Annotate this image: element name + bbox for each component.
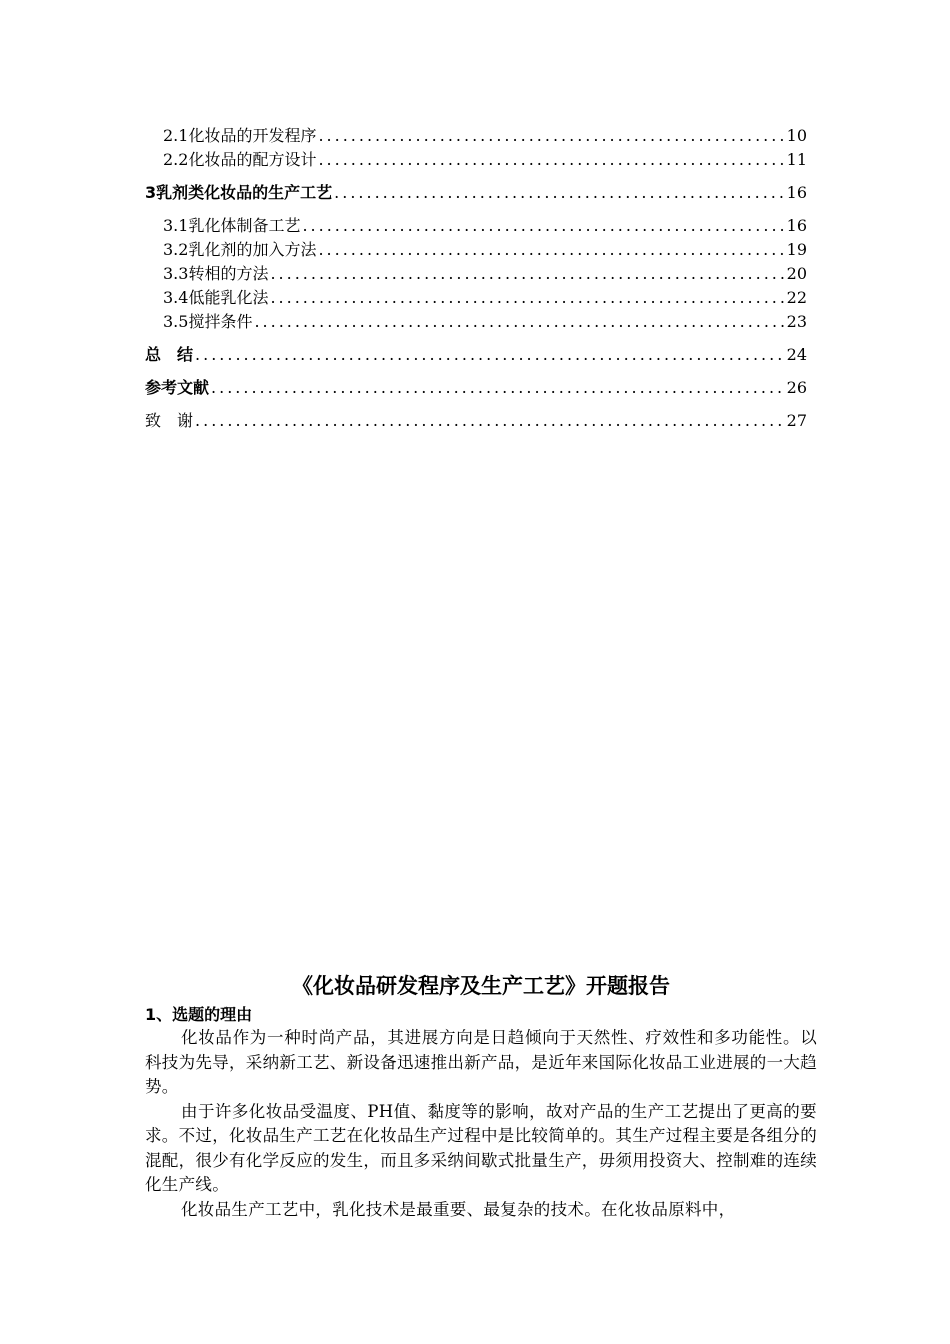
toc-entry-title: 总 结	[145, 345, 194, 364]
table-of-contents	[145, 124, 807, 433]
toc-leader-dots	[254, 310, 784, 334]
toc-entry-page: 23	[786, 312, 807, 331]
toc-entry-title: 参考文献	[145, 378, 210, 397]
toc-entry-page: 22	[786, 288, 807, 307]
toc-entry-title: 2.2化妆品的配方设计	[163, 150, 317, 169]
toc-entry-page: 10	[786, 126, 807, 145]
toc-entry[interactable]	[145, 310, 807, 334]
toc-entry-title: 2.1化妆品的开发程序	[163, 126, 317, 145]
toc-entry-title: 致 谢	[145, 411, 194, 430]
toc-leader-dots	[195, 409, 785, 433]
toc-entry-page: 27	[786, 411, 807, 430]
toc-entry[interactable]	[145, 286, 807, 310]
toc-entry[interactable]	[145, 409, 807, 433]
toc-leader-dots	[318, 148, 784, 172]
section-heading: 1、选题的理由	[145, 1005, 253, 1024]
toc-entry-title: 3.1乳化体制备工艺	[163, 216, 301, 235]
toc-entry[interactable]	[145, 262, 807, 286]
toc-entry[interactable]	[145, 214, 807, 238]
toc-entry[interactable]	[145, 148, 807, 172]
toc-entry-title: 3.3转相的方法	[163, 264, 269, 283]
toc-entry-page: 16	[786, 216, 807, 235]
toc-entry-page: 20	[786, 264, 807, 283]
toc-leader-dots	[334, 181, 785, 205]
toc-entry[interactable]	[145, 238, 807, 262]
toc-entry-title: 3.4低能乳化法	[163, 288, 269, 307]
body-paragraph: 由于许多化妆品受温度、PH值、黏度等的影响，故对产品的生产工艺提出了更高的要求。不过，化妆品生产工艺在化妆品生产过程中是比较简单的。其生产过程主要是各组分的混配，很少有化学反应的发生，而且多采纳间歇式批量生产，毋须用投资大、控制难的连续化生产线。	[145, 1101, 817, 1194]
toc-entry-title: 3乳剂类化妆品的生产工艺	[145, 183, 333, 202]
toc-entry[interactable]	[145, 376, 807, 400]
toc-leader-dots	[318, 124, 784, 148]
body-paragraph: 化妆品生产工艺中，乳化技术是最重要、最复杂的技术。在化妆品原料中，	[181, 1199, 736, 1219]
toc-leader-dots	[270, 262, 784, 286]
toc-entry-page: 11	[786, 150, 807, 169]
toc-leader-dots	[318, 238, 784, 262]
toc-entry[interactable]	[145, 343, 807, 367]
toc-entry-title: 3.5搅拌条件	[163, 312, 253, 331]
toc-entry-page: 24	[786, 345, 807, 364]
toc-leader-dots	[302, 214, 784, 238]
report-title: 《化妆品研发程序及生产工艺》开题报告	[292, 974, 670, 998]
toc-entry-page: 19	[786, 240, 807, 259]
proposal-report	[145, 970, 817, 1222]
toc-leader-dots	[195, 343, 785, 367]
toc-entry[interactable]	[145, 181, 807, 205]
toc-leader-dots	[270, 286, 784, 310]
body-paragraph: 化妆品作为一种时尚产品，其进展方向是日趋倾向于天然性、疗效性和多功能性。以科技为先导，采纳新工艺、新设备迅速推出新产品，是近年来国际化妆品工业进展的一大趋势。	[145, 1028, 817, 1096]
toc-entry-page: 26	[786, 378, 807, 397]
toc-entry-page: 16	[786, 183, 807, 202]
toc-leader-dots	[211, 376, 785, 400]
toc-entry[interactable]	[145, 124, 807, 148]
toc-entry-title: 3.2乳化剂的加入方法	[163, 240, 317, 259]
